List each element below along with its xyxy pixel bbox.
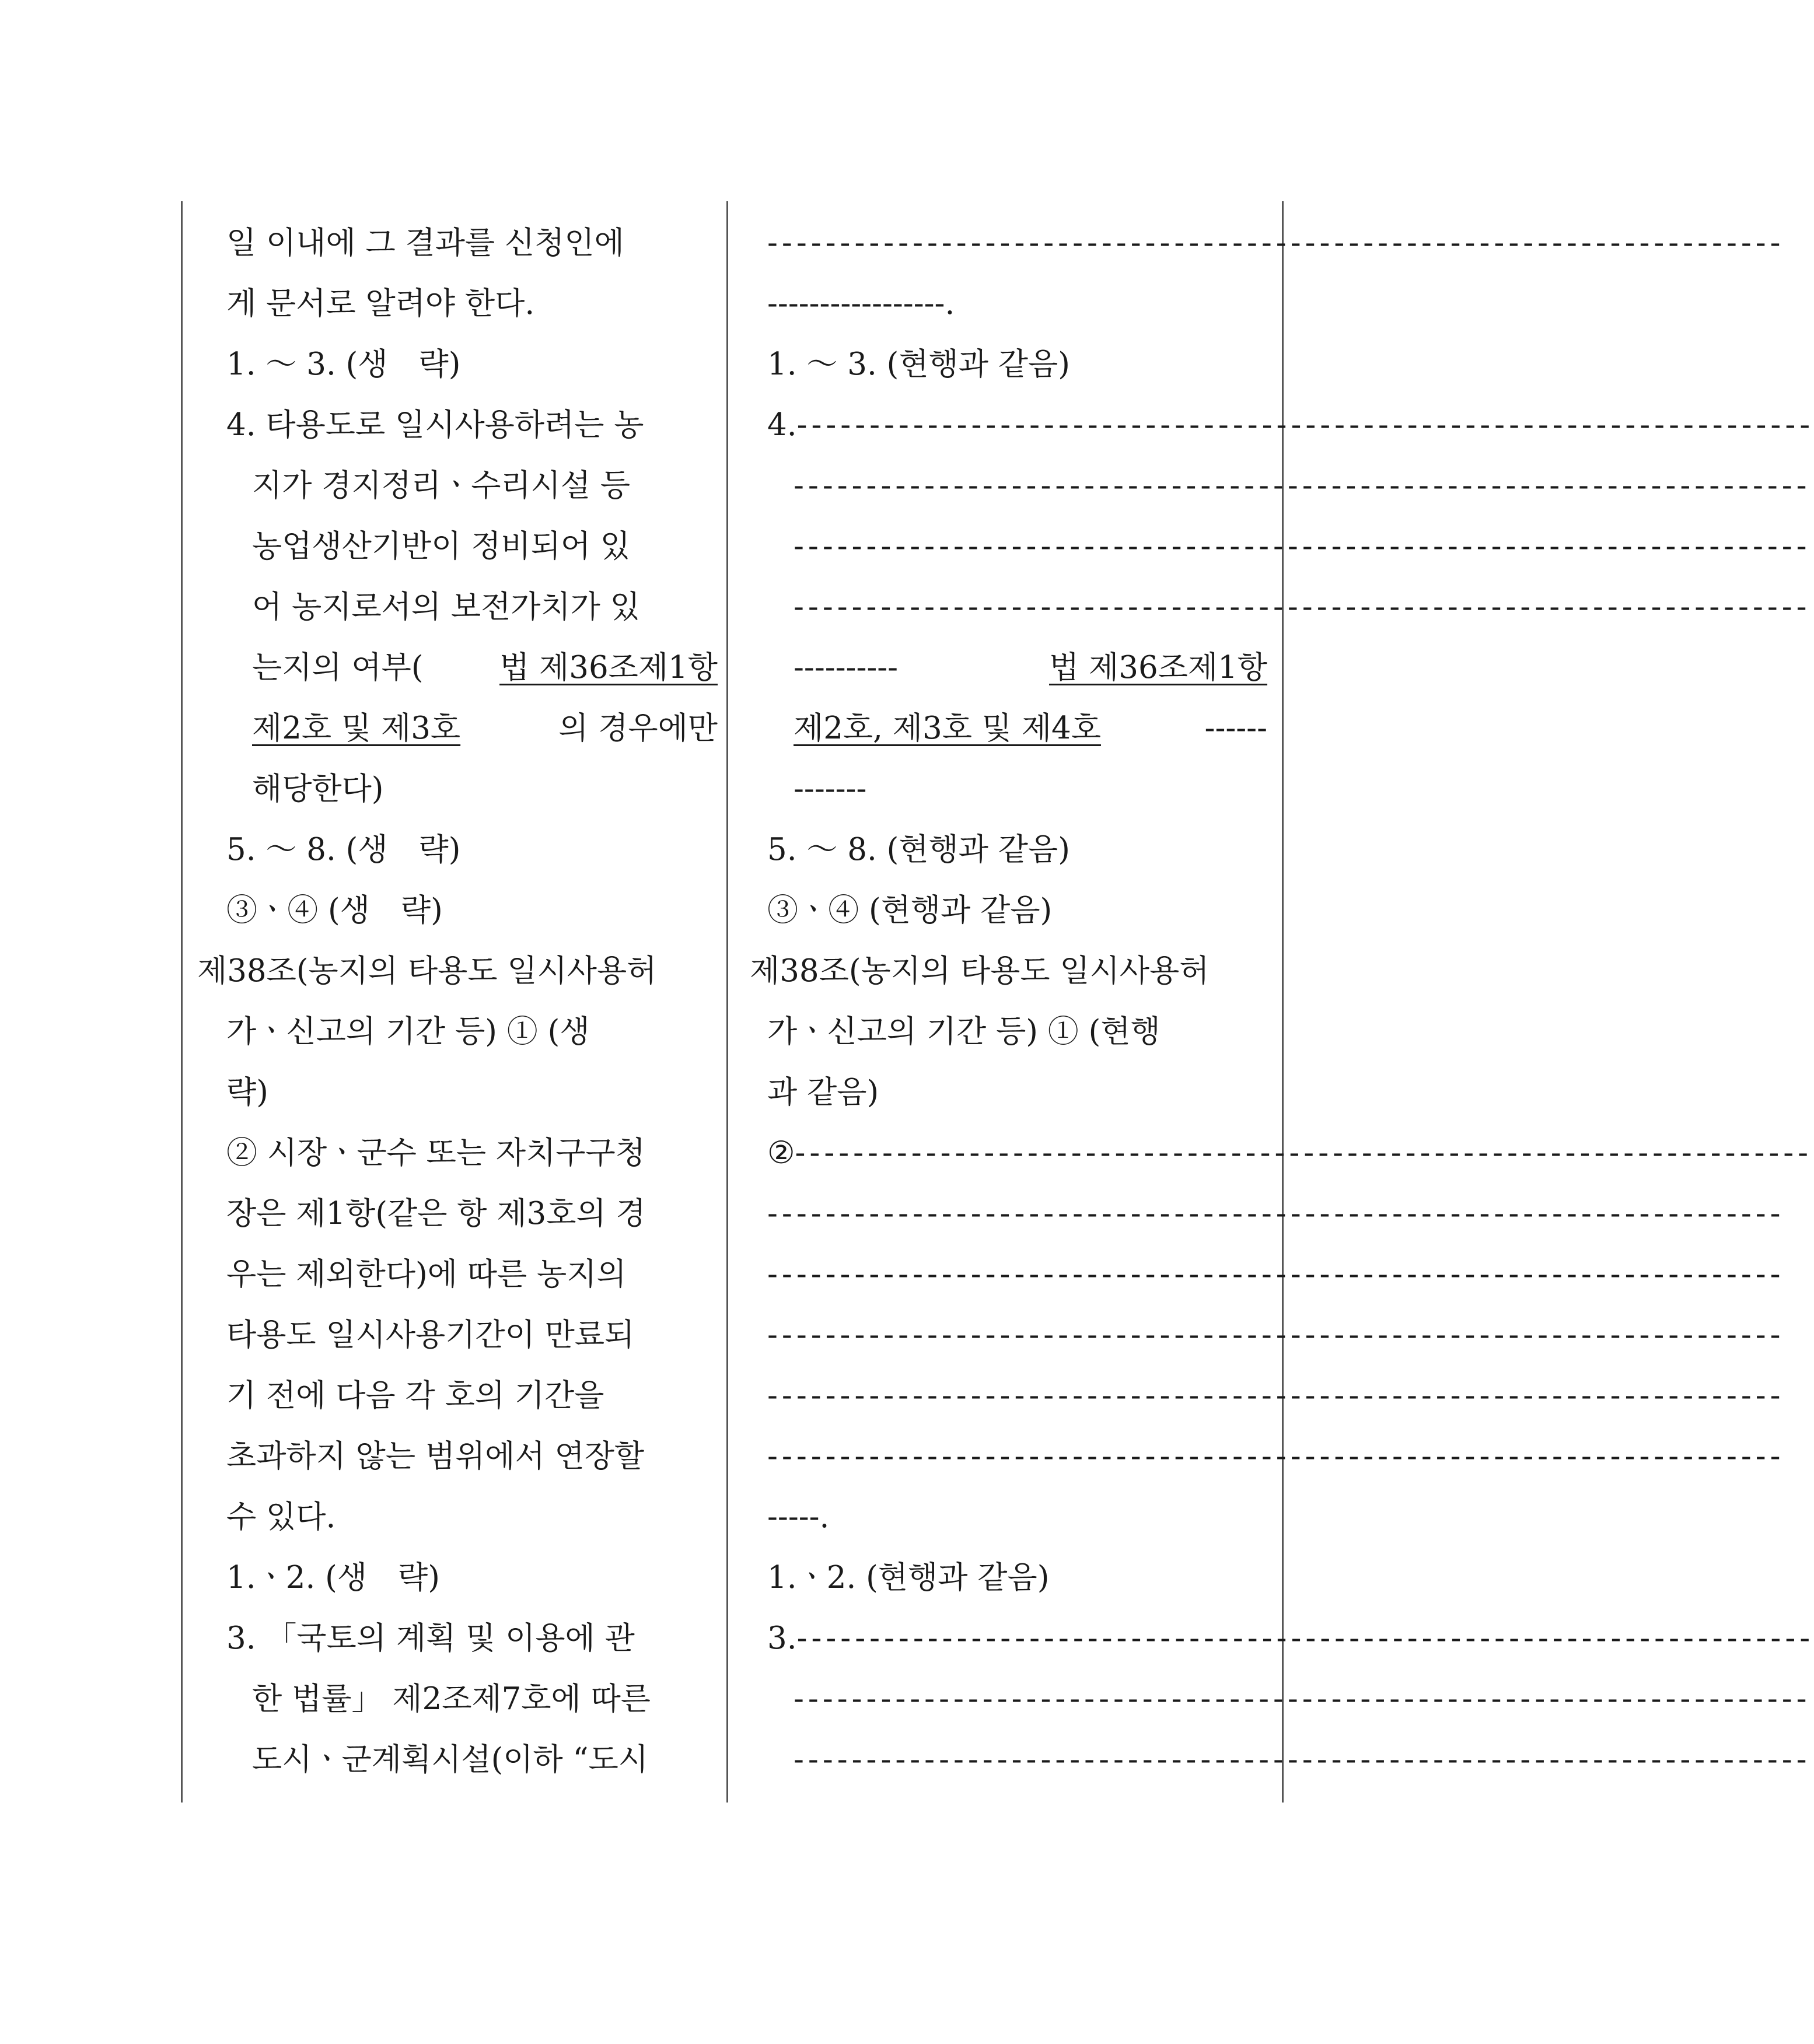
dash-line: ----------------------------------------------------------------------	[767, 1378, 1785, 1413]
dash-line: 4. ----------------------------------------------------------------------	[767, 407, 1814, 443]
amended-law-column	[732, 213, 1814, 1790]
text-line: 1. ～ 3. (현행과 같음)	[767, 346, 1070, 382]
text-line: 일 이내에 그 결과를 신청인에	[226, 225, 624, 261]
dash-line: 3. ----------------------------------------------------------------------	[767, 1620, 1814, 1656]
article-heading-line: 제38조(농지의 타용도 일시사용허	[750, 953, 1210, 989]
dash-line: ----------------------------------------------------------------------	[767, 1317, 1785, 1353]
table-middle-divider	[726, 201, 728, 1803]
dash-line: -------	[794, 771, 867, 807]
text-line: 장은 제1항(같은 항 제3호의 경	[226, 1196, 646, 1231]
dash-line: ----------------------------------------------------------------------	[767, 1196, 1785, 1231]
dash-line: ② ----------------------------------------------------------------------	[767, 1135, 1813, 1171]
text-line: 1.ㆍ2. (생 략)	[226, 1560, 440, 1595]
text-line: 우는 제외한다)에 따른 농지의	[226, 1256, 627, 1292]
dash-line: ----------------------------------------------------------------------	[794, 1742, 1811, 1777]
dash-line: ----------------------------------------------------------------------	[794, 468, 1811, 503]
dash-line: ----------------------------------------------------------------------	[767, 1438, 1785, 1474]
amended-text: 법 제36조제1항	[1049, 650, 1267, 685]
amended-text: 법 제36조제1항	[499, 650, 718, 685]
text-line: ③ㆍ④ (생 략)	[226, 892, 443, 928]
text-line: 략)	[226, 1074, 268, 1110]
text-line: 게 문서로 알려야 한다.	[226, 286, 535, 321]
text-line: 도시ㆍ군계획시설(이하 “도시	[252, 1742, 648, 1777]
text-line: 한 법률」 제2조제7호에 따른	[252, 1681, 651, 1717]
current-law-column	[181, 213, 726, 1790]
dash-line: -----------------.	[767, 286, 955, 321]
text-line: 지가 경지정리ㆍ수리시설 등	[252, 468, 631, 503]
text-line: 어 농지로서의 보전가치가 있	[252, 589, 640, 625]
dash-line: -----.	[767, 1499, 830, 1535]
dash-line: ----------------------------------------------------------------------	[794, 528, 1811, 564]
text-line: 가ㆍ신고의 기간 등) ① (현행	[767, 1014, 1161, 1049]
text-line: 1.ㆍ2. (현행과 같음)	[767, 1560, 1050, 1595]
text-line: 해당한다)	[252, 771, 384, 807]
text-line: 농업생산기반이 정비되어 있	[252, 528, 631, 564]
text-line: 과 같음)	[767, 1074, 879, 1110]
text-line: 초과하지 않는 범위에서 연장할	[226, 1438, 645, 1474]
article-heading-line: 제38조(농지의 타용도 일시사용허	[197, 953, 657, 989]
text-line: 제2호 및 제3호 의 경우에만	[181, 698, 726, 759]
text-line: 5. ～ 8. (현행과 같음)	[767, 832, 1070, 867]
text-line: 5. ～ 8. (생 략)	[226, 832, 461, 867]
amended-text: 제2호 및 제3호	[252, 710, 461, 746]
comparison-table	[181, 201, 1814, 1803]
text-line: 수 있다.	[226, 1499, 336, 1535]
text-line: 는지의 여부( 법 제36조제1항	[181, 638, 726, 698]
text-line: ③ㆍ④ (현행과 같음)	[767, 892, 1053, 928]
text-line: 기 전에 다음 각 호의 기간을	[226, 1378, 604, 1413]
text-line: 4. 타용도로 일시사용하려는 농	[226, 407, 644, 443]
text-line: ② 시장ㆍ군수 또는 자치구구청	[226, 1135, 645, 1171]
text-line: 가ㆍ신고의 기간 등) ① (생	[226, 1014, 590, 1049]
amended-text: 제2호, 제3호 및 제4호	[794, 710, 1101, 746]
text-line: 1. ～ 3. (생 략)	[226, 346, 461, 382]
text-line: 제2호, 제3호 및 제4호 ------	[732, 698, 1284, 759]
text-line: 3. 「국토의 계획 및 이용에 관	[226, 1620, 635, 1656]
dash-line: ----------------------------------------------------------------------	[767, 225, 1785, 261]
dash-line: ----------------------------------------------------------------------	[767, 1256, 1785, 1292]
text-line: 타용도 일시사용기간이 만료되	[226, 1317, 635, 1353]
dash-line: ----------------------------------------------------------------------	[794, 1681, 1811, 1717]
dash-line: ----------------------------------------------------------------------	[794, 589, 1811, 625]
text-line: ---------- 법 제36조제1항	[732, 638, 1284, 698]
